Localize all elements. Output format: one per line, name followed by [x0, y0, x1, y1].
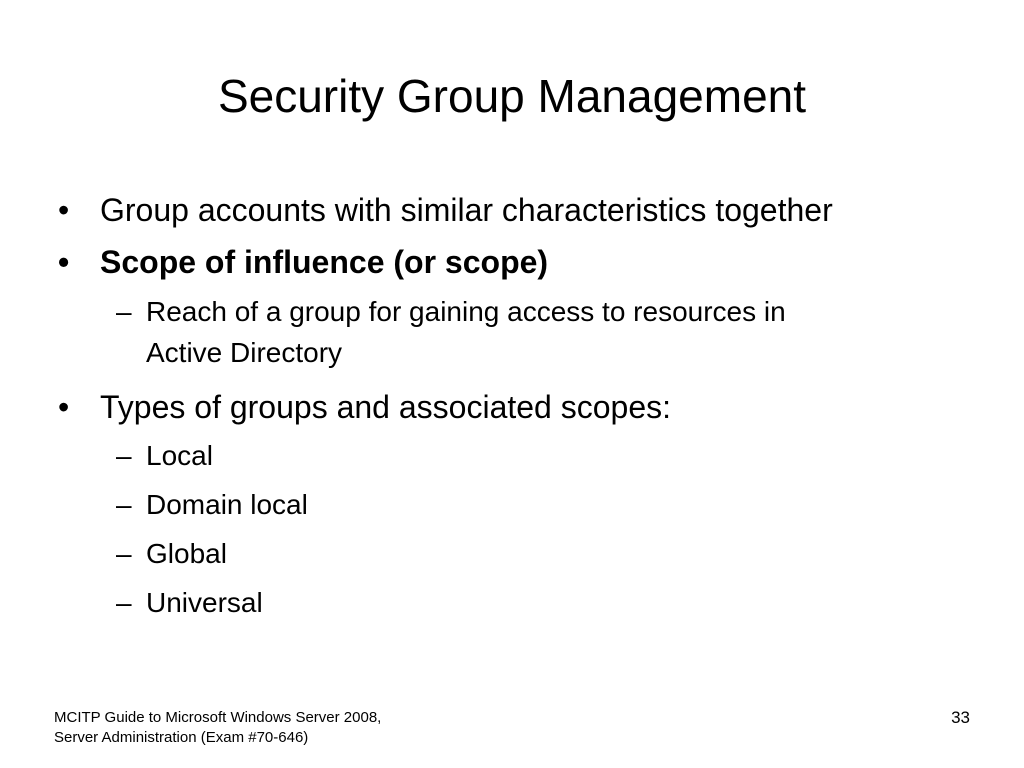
sub-bullet-marker: – [116, 587, 132, 618]
sub-bullet-text: Domain local [146, 489, 308, 520]
bullet-marker: • [58, 244, 70, 280]
slide-title: Security Group Management [217, 70, 807, 122]
page-number: 33 [951, 708, 970, 727]
footer-line-2: Server Administration (Exam #70-646) [54, 729, 309, 746]
sub-bullet-text: Active Directory [146, 337, 343, 368]
sub-bullet-marker: – [116, 538, 132, 569]
bullet-text: Types of groups and associated scopes: [100, 389, 672, 425]
sub-bullet-marker: – [116, 440, 132, 471]
bullet-marker: • [58, 192, 70, 228]
sub-bullet-text: Global [146, 538, 227, 569]
sub-bullet-marker: – [116, 489, 132, 520]
bullet-text: Scope of influence (or scope) [100, 244, 549, 280]
sub-bullet-text: Reach of a group for gaining access to resources in [146, 296, 786, 327]
footer-source [54, 708, 381, 748]
sub-bullet-marker: – [116, 296, 132, 327]
footer-line-1: MCITP Guide to Microsoft Windows Server 2008, [54, 709, 382, 726]
sub-bullet-text: Universal [146, 587, 263, 618]
sub-bullet-text: Local [146, 440, 213, 471]
bullet-marker: • [58, 389, 70, 425]
bullet-text: Group accounts with similar characteristics together [100, 192, 833, 228]
